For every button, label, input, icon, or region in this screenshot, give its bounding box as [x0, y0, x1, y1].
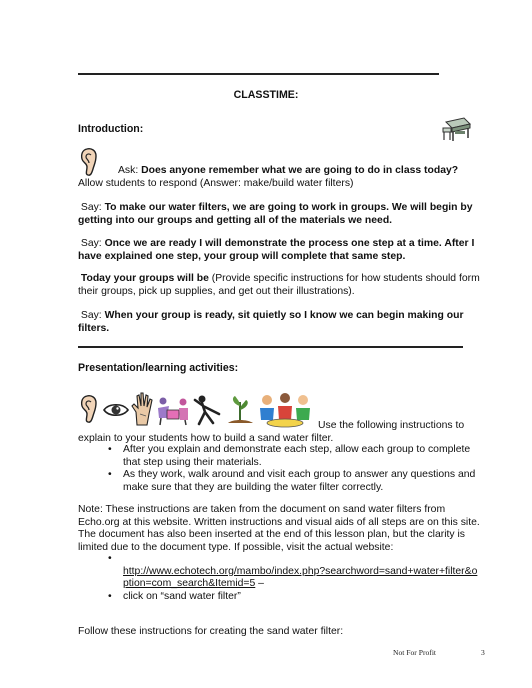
- intro-heading: Introduction:: [78, 123, 144, 135]
- click-bullet: [123, 591, 483, 604]
- list-item-link: [123, 566, 488, 579]
- echo-website-link[interactable]: http://www.echotech.org/mambo/index.php?searchword=sand+water+filter&o: [123, 565, 478, 577]
- intro-paragraph-say-3: Say: When your group is ready, sit quietly so I know we can begin making our filters.: [78, 310, 464, 334]
- desk-icon: [442, 116, 472, 142]
- intro-paragraph-say-2: Say: Once we are ready I will demonstrate the process one step at a time. After I have explained one step, your group will complete that same step.: [78, 238, 475, 262]
- footer-label: Not For Profit: [393, 648, 437, 657]
- page-title: CLASSTIME:: [233, 89, 299, 101]
- list-item: • As they work, walk around and visit each group to answer any questions and make sure that they are building the water filter correctly.: [123, 469, 483, 494]
- echo-website-link-cont[interactable]: ption=com_search&Itemid=5: [123, 578, 256, 589]
- follow-instructions: Follow these instructions for creating the sand water filter:: [78, 626, 344, 637]
- eye-icon: [103, 402, 129, 418]
- note-paragraph: Note: These instructions are taken from the document on sand water filters from Echo.org at this website. Written instructions and visual aids of all steps are on this site. The document has also been inserted at the end of this lesson plan, but the clarity is limited due to the document type. If possible, visit the actual website:: [78, 504, 480, 553]
- top-rule: [78, 73, 439, 75]
- list-item: • After you explain and demonstrate each step, allow each group to complete that step using their materials.: [123, 444, 483, 469]
- presentation-heading: Presentation/learning activities:: [78, 362, 239, 374]
- instruction-bullets: [123, 444, 483, 494]
- presentation-intro-text: Use the following instructions to explain to your students how to build a sand water filter.: [78, 420, 465, 444]
- intro-paragraph-ask: Ask: Does anyone remember what we are going to do in class today? Allow students to respond (Answer: make/build water filters): [78, 165, 459, 189]
- intro-paragraph-groups: Today your groups will be (Provide specific instructions for how students should form their groups, pick up supplies, and get out their illustrations).: [78, 273, 480, 297]
- page-number: 3: [481, 648, 485, 657]
- intro-paragraph-say-1: Say: To make our water filters, we are going to work in groups. We will begin by getting into our groups and getting all of the materials we need.: [78, 202, 473, 226]
- link-continuation: ption=com_search&Itemid=5 –: [123, 578, 264, 589]
- link-bullets: [123, 553, 488, 578]
- section-rule: [78, 346, 463, 348]
- list-item-empty: [123, 553, 488, 566]
- list-item: • click on “sand water filter”: [123, 591, 483, 604]
